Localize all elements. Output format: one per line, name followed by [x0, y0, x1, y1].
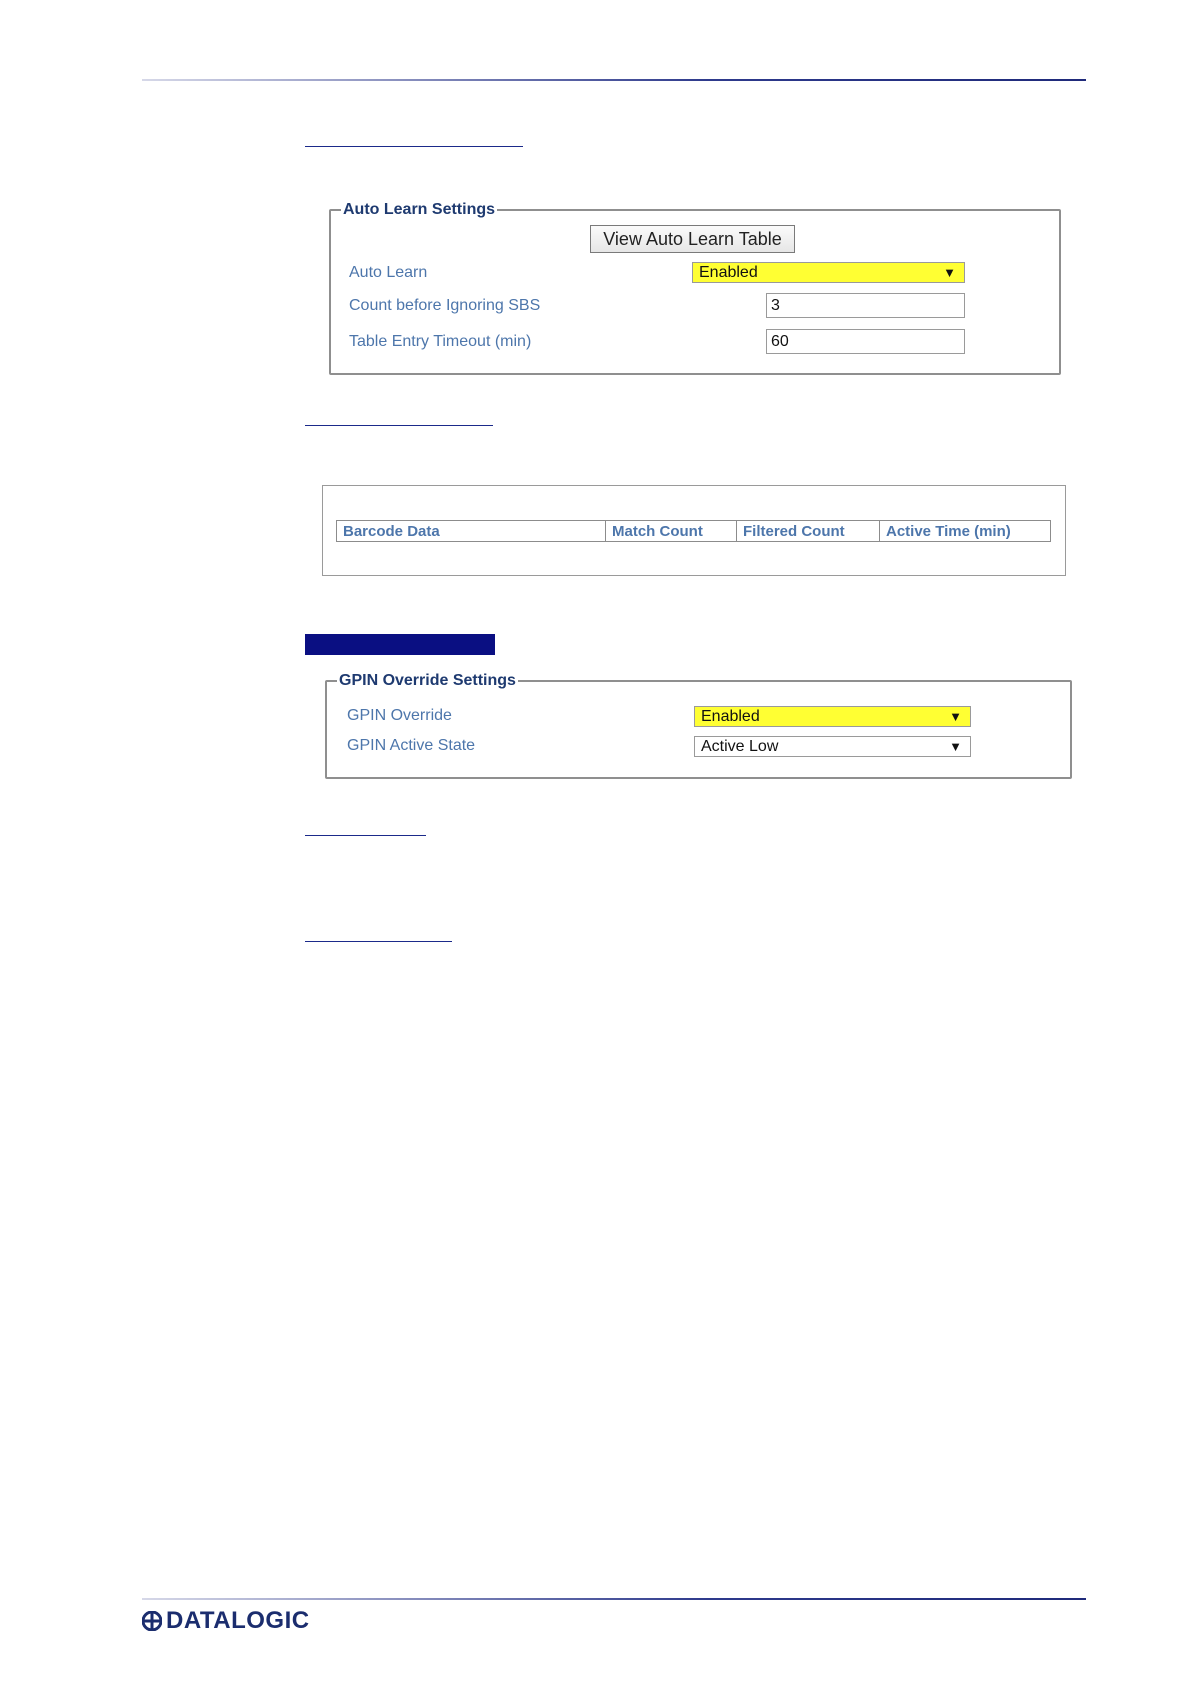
- auto-learn-value: Enabled: [699, 264, 758, 281]
- section-link-underline[interactable]: [305, 146, 523, 147]
- section-link-underline[interactable]: [305, 425, 493, 426]
- chevron-down-icon: ▼: [943, 265, 956, 280]
- footer-rule: [142, 1598, 1086, 1600]
- auto-learn-settings-legend: Auto Learn Settings: [343, 201, 496, 218]
- gpin-override-value: Enabled: [701, 708, 760, 725]
- gpin-active-state-label: GPIN Active State: [347, 737, 476, 754]
- chevron-down-icon: ▼: [949, 739, 962, 754]
- chevron-down-icon: ▼: [949, 709, 962, 724]
- datalogic-logo-icon: [142, 1611, 162, 1631]
- gpin-active-state-select[interactable]: [694, 736, 971, 757]
- gpin-override-label: GPIN Override: [347, 707, 452, 724]
- auto-learn-table: [336, 520, 1051, 542]
- gpin-override-select[interactable]: [694, 706, 971, 727]
- column-header-active-time: Active Time (min): [880, 521, 1051, 542]
- highlighted-section-bar[interactable]: [305, 634, 495, 655]
- table-header-row: [337, 521, 1051, 542]
- column-header-filtered-count: Filtered Count: [737, 521, 880, 542]
- gpin-active-state-value: Active Low: [701, 738, 779, 755]
- datalogic-logo-text: DATALOGIC: [166, 1607, 310, 1634]
- auto-learn-select[interactable]: [692, 262, 965, 283]
- count-before-ignoring-sbs-label: Count before Ignoring SBS: [349, 297, 541, 314]
- datalogic-logo: [142, 1608, 310, 1634]
- gpin-override-settings-legend: GPIN Override Settings: [339, 672, 516, 689]
- table-entry-timeout-label: Table Entry Timeout (min): [349, 333, 532, 350]
- header-rule: [142, 79, 1086, 81]
- section-link-underline[interactable]: [305, 941, 452, 942]
- view-auto-learn-table-button[interactable]: View Auto Learn Table: [590, 225, 795, 253]
- count-before-ignoring-sbs-input[interactable]: [766, 293, 965, 318]
- section-link-underline[interactable]: [305, 835, 426, 836]
- column-header-match-count: Match Count: [606, 521, 737, 542]
- table-entry-timeout-input[interactable]: [766, 329, 965, 354]
- auto-learn-label: Auto Learn: [349, 264, 428, 281]
- column-header-barcode-data: Barcode Data: [337, 521, 606, 542]
